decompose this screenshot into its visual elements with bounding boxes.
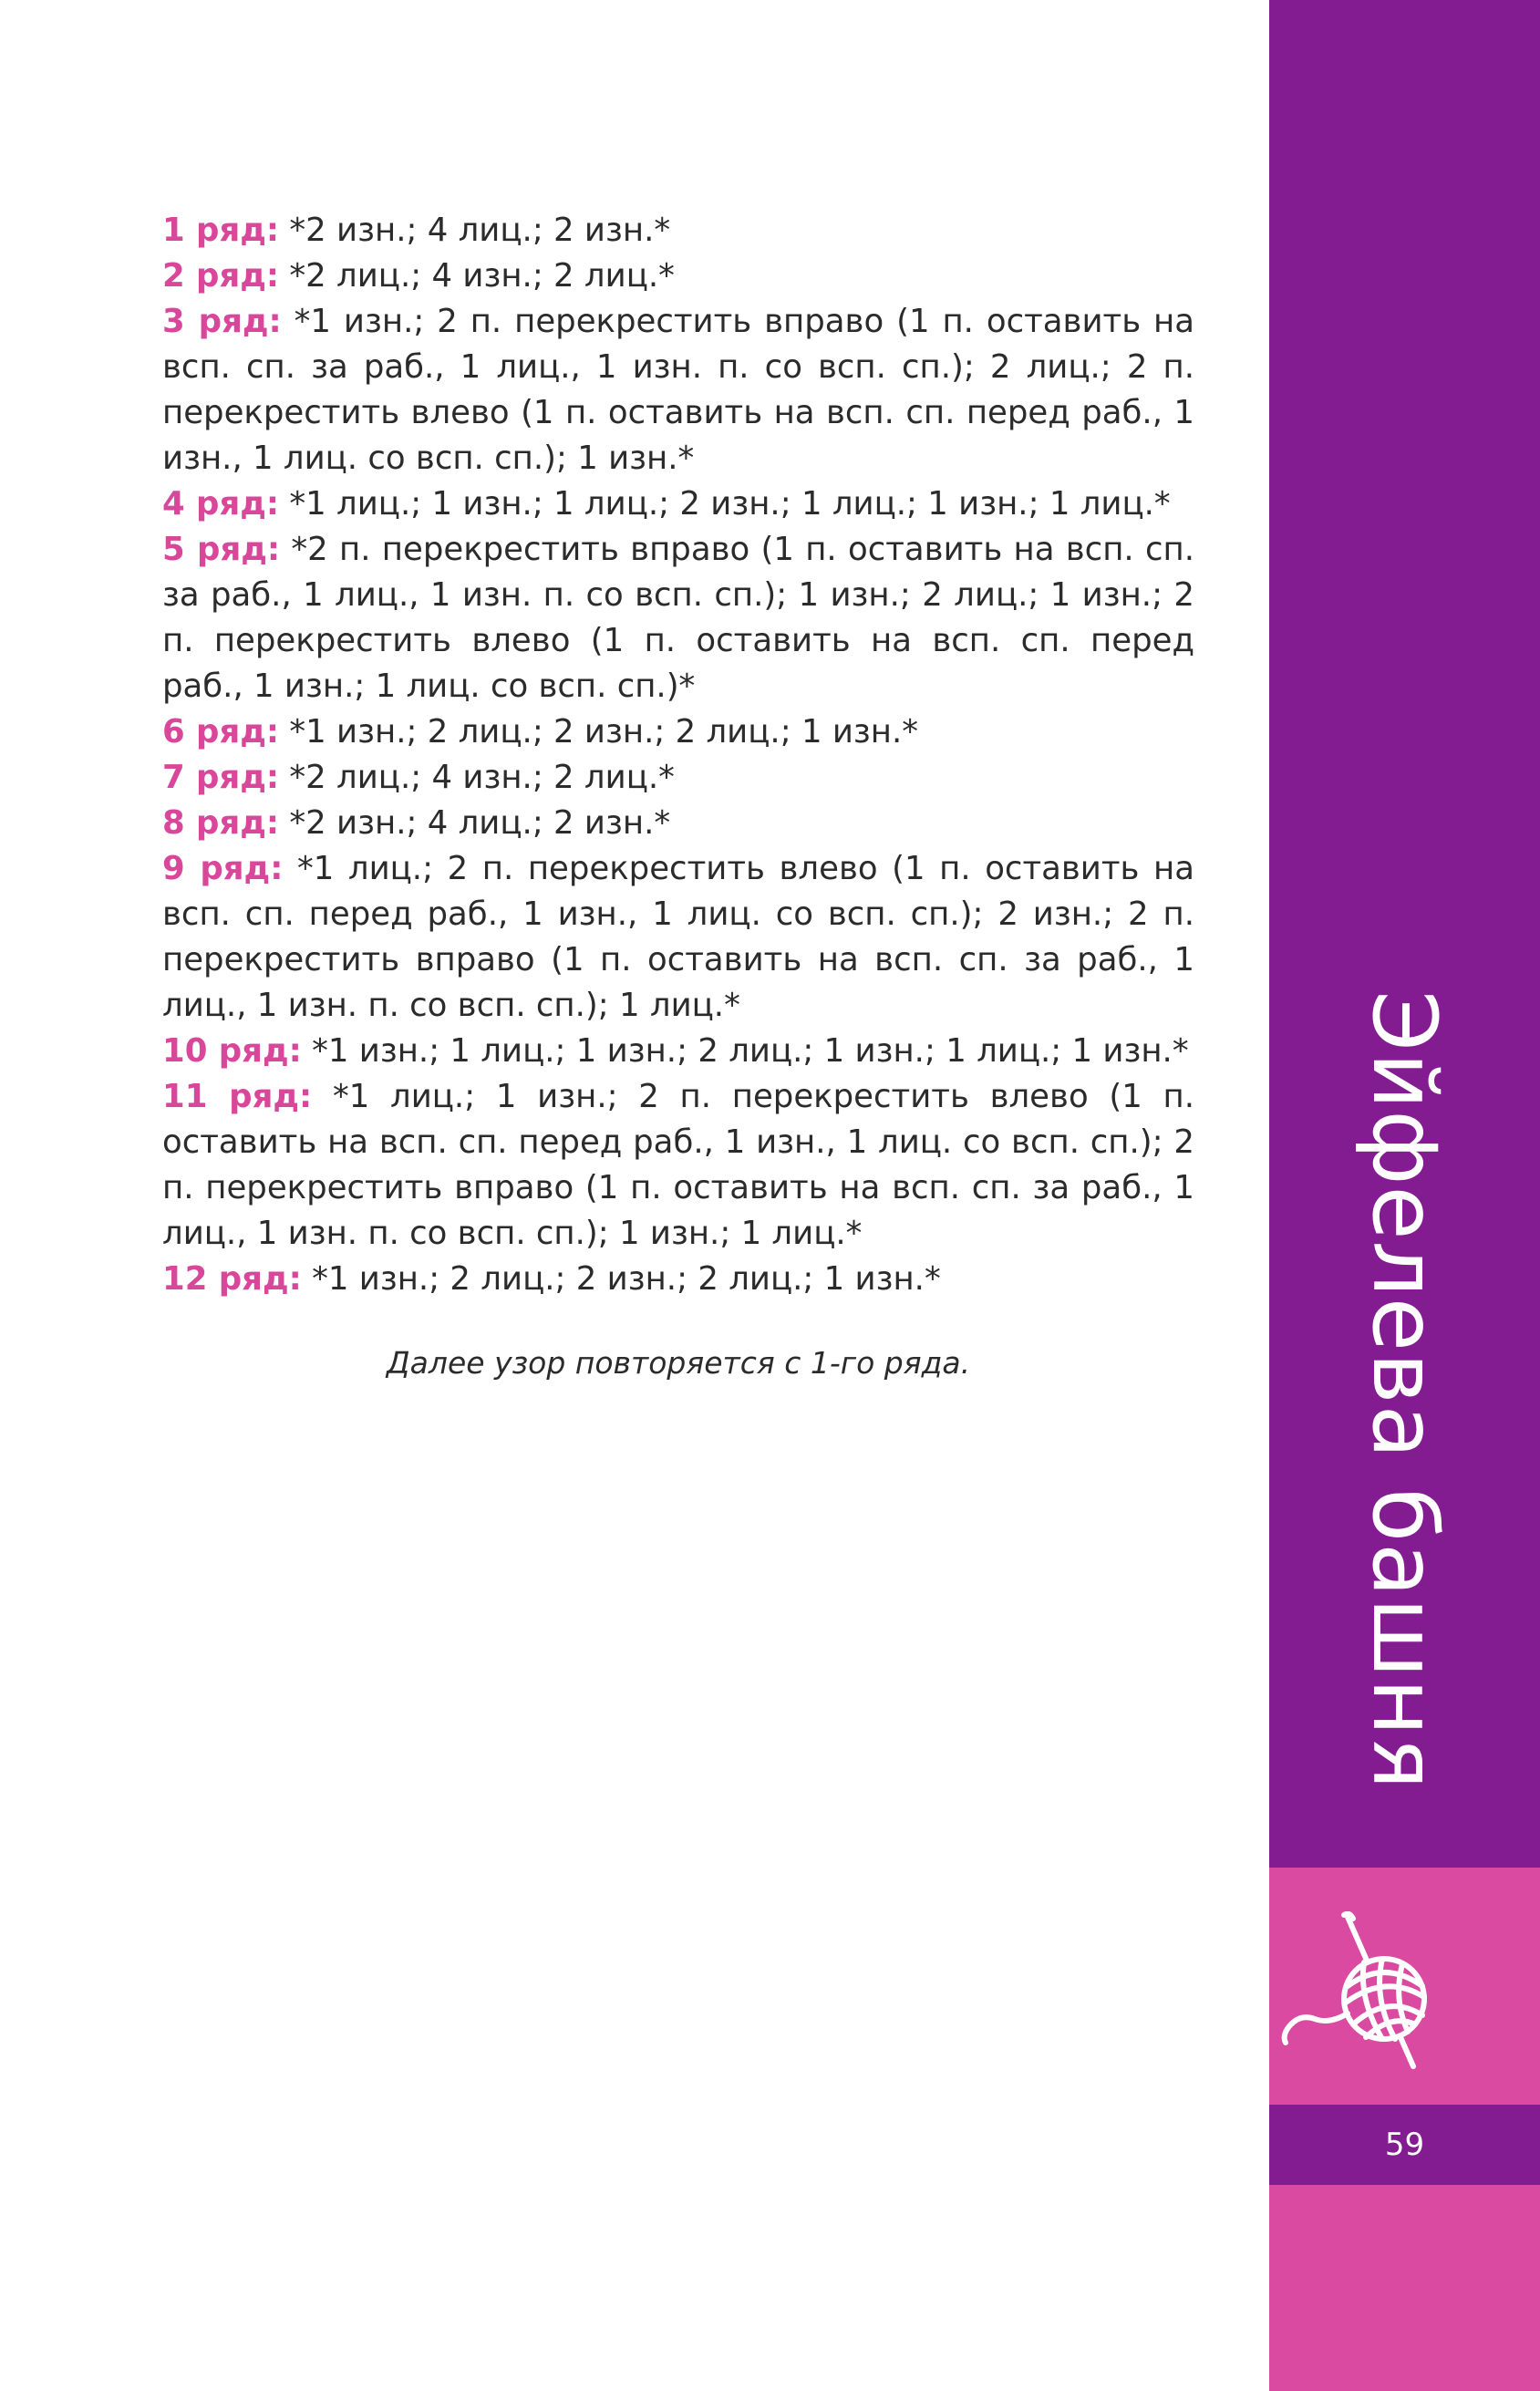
row-text: *2 изн.; 4 лиц.; 2 изн.* <box>279 212 671 249</box>
row-text: *1 изн.; 2 лиц.; 2 изн.; 2 лиц.; 1 изн.* <box>279 713 919 750</box>
row-label: 4 ряд: <box>162 485 280 523</box>
chapter-title-text: Эйфелева башня <box>1353 990 1455 1791</box>
row-12 <box>162 1257 1194 1302</box>
row-label: 1 ряд: <box>162 212 280 249</box>
chapter-title <box>1349 990 1459 1811</box>
row-7 <box>162 755 1194 801</box>
row-3 <box>162 299 1194 481</box>
sidebar-bottom-band <box>1269 2185 1540 2391</box>
row-9 <box>162 846 1194 1029</box>
row-text: *1 изн.; 2 п. перекрестить вправо (1 п. оставить на всп. сп. за раб., 1 лиц., 1 изн. п. со всп. сп.); 2 лиц.; 2 п. перекрестить влево (1 п. оставить на всп. сп. перед раб., 1 изн., 1 лиц. со всп. сп.); 1 изн.* <box>162 303 1194 477</box>
pattern-repeat-note: Далее узор повторяется с 1-го ряда. <box>386 1345 971 1381</box>
row-text: *2 п. перекрестить вправо (1 п. оставить на всп. сп. за раб., 1 лиц., 1 изн. п. со всп. сп.); 1 изн.; 2 лиц.; 1 изн.; 2 п. перекрестить влево (1 п. оставить на всп. сп. перед раб., 1 изн.; 1 лиц. со всп. сп.)* <box>162 531 1194 705</box>
row-label: 5 ряд: <box>162 531 281 568</box>
row-text: *2 изн.; 4 лиц.; 2 изн.* <box>279 804 671 842</box>
row-label: 2 ряд: <box>162 257 280 295</box>
row-4 <box>162 481 1194 527</box>
row-label: 7 ряд: <box>162 759 280 796</box>
yarn-ball-crochet-hook-icon <box>1276 1911 1445 2075</box>
row-label: 9 ряд: <box>162 850 284 887</box>
page-number: 59 <box>1384 2127 1425 2163</box>
row-1 <box>162 208 1194 254</box>
row-11 <box>162 1074 1194 1257</box>
instructions-block <box>162 208 1194 1302</box>
row-6 <box>162 709 1194 755</box>
row-label: 6 ряд: <box>162 713 280 750</box>
row-label: 10 ряд: <box>162 1032 302 1070</box>
row-10 <box>162 1029 1194 1074</box>
row-text: *1 лиц.; 2 п. перекрестить влево (1 п. оставить на всп. сп. перед раб., 1 изн., 1 лиц. со всп. сп.); 2 изн.; 2 п. перекрестить вправо (1 п. оставить на всп. сп. за раб., 1 лиц., 1 изн. п. со всп. сп.); 1 лиц.* <box>162 850 1194 1024</box>
row-text: *2 лиц.; 4 изн.; 2 лиц.* <box>279 759 675 796</box>
row-label: 8 ряд: <box>162 804 280 842</box>
row-text: *1 лиц.; 1 изн.; 1 лиц.; 2 изн.; 1 лиц.; 1 изн.; 1 лиц.* <box>279 485 1171 523</box>
row-text: *2 лиц.; 4 изн.; 2 лиц.* <box>279 257 675 295</box>
row-5 <box>162 527 1194 709</box>
row-text: *1 изн.; 2 лиц.; 2 изн.; 2 лиц.; 1 изн.* <box>301 1260 941 1298</box>
row-label: 12 ряд: <box>162 1260 302 1298</box>
row-label: 3 ряд: <box>162 303 282 340</box>
row-label: 11 ряд: <box>162 1078 313 1115</box>
row-8 <box>162 801 1194 846</box>
row-2 <box>162 254 1194 299</box>
row-text: *1 лиц.; 1 изн.; 2 п. перекрестить влево (1 п. оставить на всп. сп. перед раб., 1 изн., 1 лиц. со всп. сп.); 2 п. перекрестить вправо (1 п. оставить на всп. сп. за раб., 1 лиц., 1 изн. п. со всп. сп.); 1 изн.; 1 лиц.* <box>162 1078 1195 1252</box>
row-text: *1 изн.; 1 лиц.; 1 изн.; 2 лиц.; 1 изн.; 1 лиц.; 1 изн.* <box>301 1032 1189 1070</box>
